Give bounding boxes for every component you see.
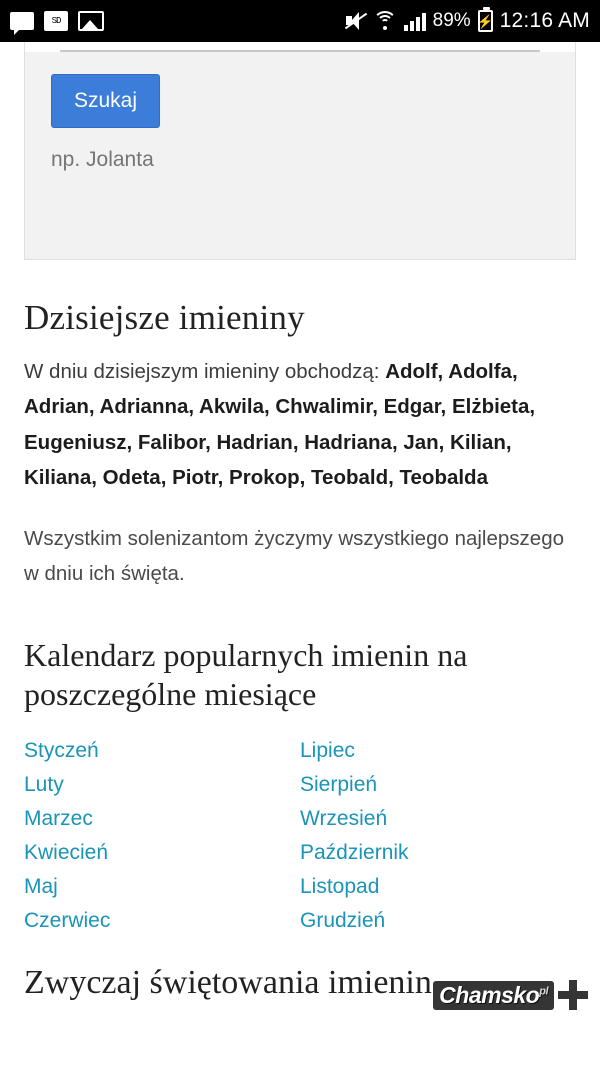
bolt-glyph: ⚡ [477, 13, 494, 29]
today-namedays-intro: W dniu dzisiejszym imieniny obchodzą: [24, 360, 386, 383]
watermark-suffix: pl [539, 984, 548, 997]
battery-charging-icon [478, 10, 493, 32]
calendar-title: Kalendarz popularnych imienin na poszczególne miesiące [24, 636, 468, 712]
month-link-pazdziernik[interactable]: Październik [300, 840, 409, 864]
month-link-luty[interactable]: Luty [24, 772, 64, 796]
signal-icon [404, 11, 426, 31]
month-links-column-right [300, 734, 576, 938]
clock-label: 12:16 AM [499, 9, 590, 32]
month-link-lipiec[interactable]: Lipiec [300, 738, 355, 762]
month-links-column-left [24, 734, 300, 938]
image-icon [78, 11, 104, 31]
search-hint: np. Jolanta [51, 148, 154, 171]
month-link-wrzesien[interactable]: Wrzesień [300, 806, 388, 830]
custom-section-title: Zwyczaj świętowania imienin [24, 963, 432, 1001]
today-namedays-text [24, 354, 576, 495]
watermark-cross-icon [558, 980, 588, 1010]
message-icon [10, 12, 34, 30]
battery-percent-label: 89% [432, 10, 471, 31]
month-link-czerwiec[interactable]: Czerwiec [24, 908, 111, 932]
watermark-text: Chamsko$^{pl}$ [433, 981, 554, 1010]
wifi-icon [373, 11, 397, 31]
status-bar [0, 0, 600, 42]
month-link-sierpien[interactable]: Sierpień [300, 772, 378, 796]
today-namedays-title: Dzisiejsze imieniny [24, 298, 305, 337]
mute-icon [344, 10, 366, 32]
search-input-underline [60, 50, 540, 52]
watermark [433, 980, 588, 1010]
search-button[interactable]: Szukaj [51, 74, 160, 128]
month-links [24, 734, 576, 938]
month-link-grudzien[interactable]: Grudzień [300, 908, 386, 932]
month-link-styczen[interactable]: Styczeń [24, 738, 99, 762]
month-link-marzec[interactable]: Marzec [24, 806, 93, 830]
month-link-kwiecien[interactable]: Kwiecień [24, 840, 109, 864]
month-link-maj[interactable]: Maj [24, 874, 58, 898]
web-page-content [0, 42, 600, 1066]
status-bar-left-icons [10, 11, 104, 31]
status-bar-right-icons [344, 9, 590, 33]
sd-card-icon: SD [44, 11, 68, 31]
month-link-listopad[interactable]: Listopad [300, 874, 380, 898]
today-namedays-list: Adolf, Adolfa, Adrian, Adrianna, Akwila, Chwalimir, Edgar, Elżbieta, Eugeniusz, Falibor, Hadrian, Hadriana, Jan, Kilian, Kiliana, Odeta, Piotr, Prokop, Teobald, Teobalda [24, 360, 536, 489]
today-namedays-wishes: Wszystkim solenizantom życzymy wszystkiego najlepszego w dniu ich święta. [24, 527, 564, 586]
search-panel [24, 52, 576, 260]
